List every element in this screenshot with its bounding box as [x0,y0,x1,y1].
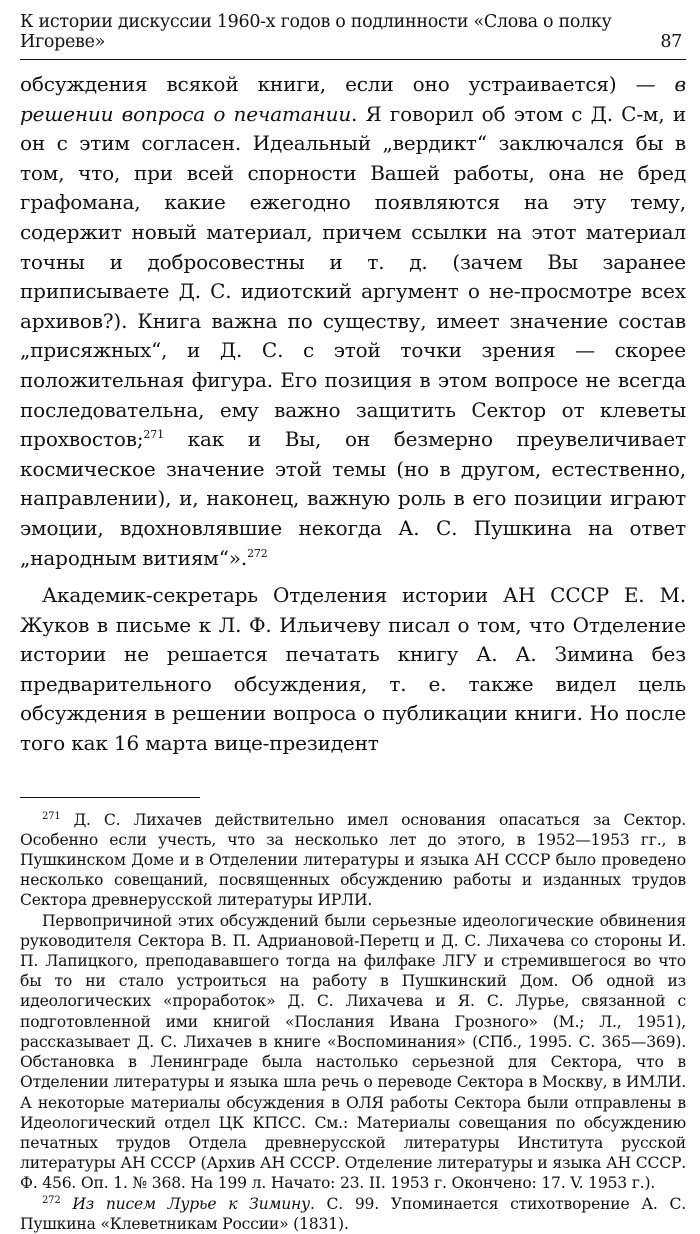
footnote-271 [20,810,686,911]
paragraph-2: Академик-секретарь Отделения истории АН СССР Е. М. Жуков в письме к Л. Ф. Ильичеву писал о том, что Отделение истории не решается печатать книгу А. А. Зимина без предварительного обсуждения, т. е. также видел цель обсуждения в решении вопроса о публикации книги. Но после того как 16 марта вице-президент [20,583,686,756]
paragraph-1-text-c: . Я говорил об этом с Д. С-м, и он с этим согласен. Идеальный „вердикт“ заключался бы в том, что, при всей спорности Вашей работы, она не бред графомана, какие ежегодно появляются на эту тему, содержит новый материал, причем ссылки на этот материал точны и добросовестны и т. д. (зачем Вы заранее приписываете Д. С. идиотский аргумент о не-просмотре всех архивов?). Книга важна по существу, имеет значение состав „присяжных“, и Д. С. с этой точки зрения — скорее положительная фигура. Его позиция в этом вопросе не всегда последовательна, ему важно защитить Сектор от клеветы прохвостов; [20,101,686,452]
running-header [20,0,686,60]
paragraph-1-text-a: обсуждения всякой книги, если оно устраивается) — [20,72,675,96]
footnote-272-source: Из писем Лурье к Зимину [72,1194,310,1213]
footnotes [20,810,686,1234]
footnote-ref-272[interactable]: 272 [247,546,268,560]
footnote-272-number: 272 [42,1194,61,1206]
footnote-271-number: 271 [42,810,61,822]
footnote-divider [20,797,200,798]
paragraph-1-text-d: как и Вы, он безмерно преувеличивает космическое значение этой темы (но в другом, естественно, направлении), и, наконец, важную роль в его позиции играют эмоции, вдохновлявшие некогда А. С. Пушкина на ответ „народным витиям“». [20,427,686,570]
page-number: 87 [660,32,682,52]
paragraph-1-italic: в решении вопроса о печатании [20,72,686,126]
main-text [20,70,686,759]
footnote-271-continuation: Первопричиной этих обсуждений были серьезные идеологические обвинения руководителя Сектора В. П. Адриановой-Перетц и Д. С. Лихачева со стороны И. П. Лапицкого, преподававшего тогда на филфаке ЛГУ и стремившегося во что бы то ни стало устроиться на работу в Пушкинский Дом. Об одной из идеологических «проработок» Д. С. Лихачева и Я. С. Лурье, связанной с подготовленной ими книгой «Послания Ивана Грозного» (М.; Л., 1951), рассказывает Д. С. Лихачев в книге «Воспоминания» (СПб., 1995. С. 365—369). Обстановка в Ленинграде была настолько серьезной для Сектора, что в Отделении литературы и языка шла речь о переводе Сектора в Москву, в ИМЛИ. А некоторые материалы обсуждения в ОЛЯ работы Сектора были отправлены в Идеологический отдел ЦК КПСС. См.: Материалы совещания по обсуждению печатных трудов Отдела древнерусской литературы Института русской литературы АН СССР (Архив АН СССР. Отделение литературы и языка АН СССР. Ф. 456. Оп. 1. № 368. На 199 л. Начато: 23. II. 1953 г. Окончено: 17. V. 1953 г.). [20,911,686,1193]
footnote-ref-271[interactable]: 271 [143,428,164,442]
paragraph-1 [20,70,686,573]
running-title: К истории дискуссии 1960-х годов о подлинности «Слова о полку Игореве» [20,12,612,52]
footnote-271-text: Д. С. Лихачев действительно имел основания опасаться за Сектор. Особенно если учесть, что за несколько лет до этого, в 1952—1953 гг., в Пушкинском Доме и в Отделении литературы и языка АН СССР было проведено несколько совещаний, посвященных обсуждению работы и изданных трудов Сектора древнерусской литературы ИРЛИ. [20,810,686,910]
footnote-272-text: . С. 99. Упоминается стихотворение А. С. Пушкина «Клеветникам России» (1831). [20,1194,686,1233]
footnote-272 [20,1194,686,1234]
